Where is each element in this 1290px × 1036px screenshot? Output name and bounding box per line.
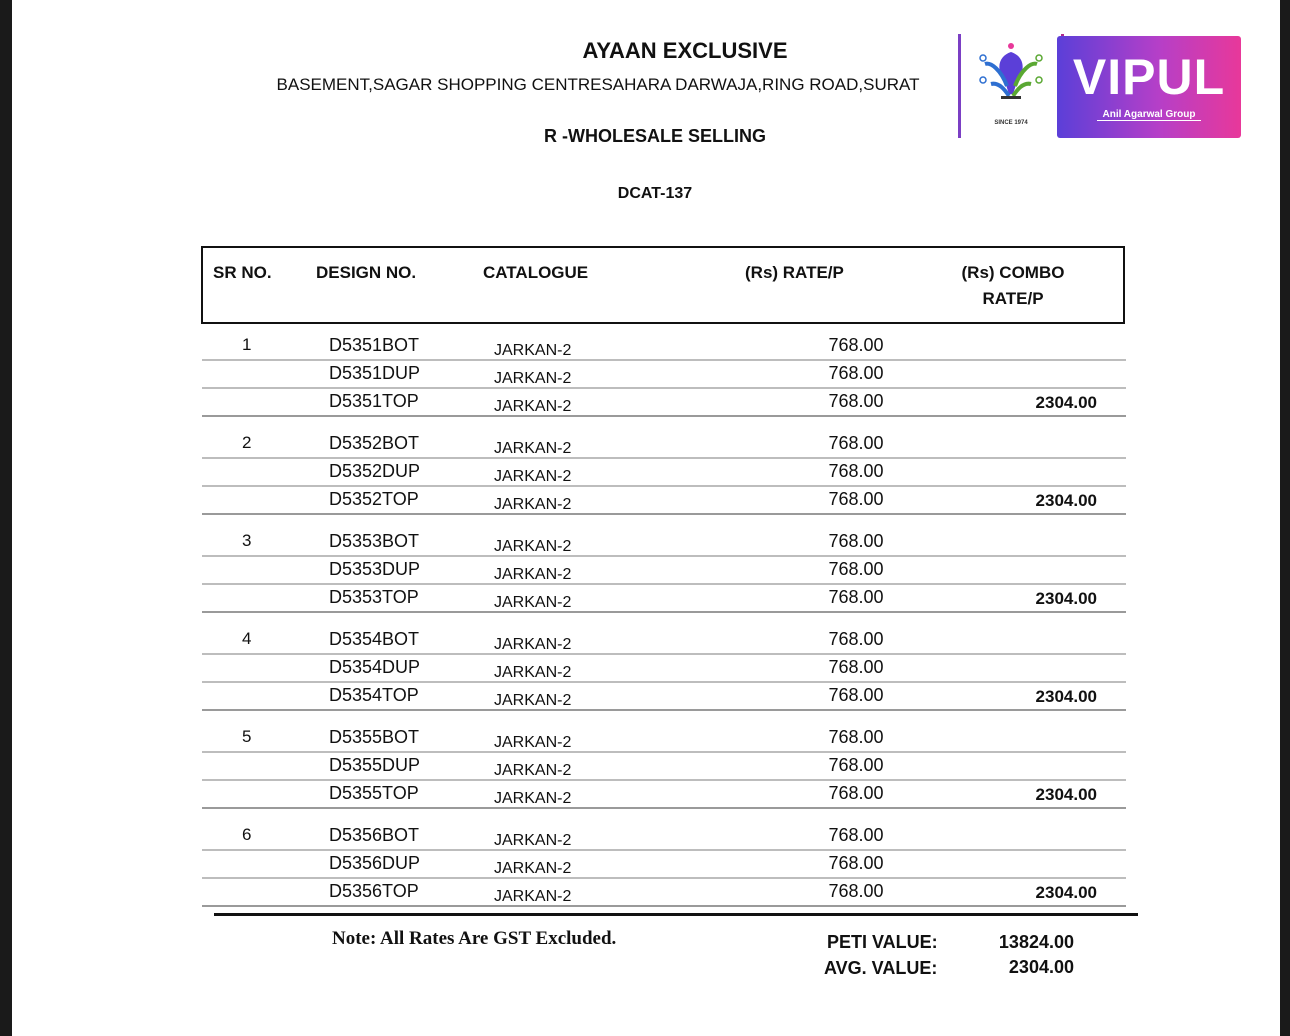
header-sr-no: SR NO. xyxy=(213,263,272,282)
row-divider xyxy=(202,807,1126,809)
catalogue-name: JARKAN-2 xyxy=(494,594,572,611)
catalogue-name: JARKAN-2 xyxy=(494,860,572,877)
gst-note: Note: All Rates Are GST Excluded. xyxy=(332,928,617,949)
table-row xyxy=(202,389,1126,417)
group-spacer xyxy=(202,515,1126,529)
row-divider xyxy=(202,905,1126,907)
design-number: D5352BOT xyxy=(329,433,420,453)
catalogue-name: JARKAN-2 xyxy=(494,468,572,485)
design-number: D5356DUP xyxy=(329,853,421,873)
rate-value: 768.00 xyxy=(828,881,884,901)
row-divider xyxy=(202,611,1126,613)
sr-number: 5 xyxy=(242,727,252,746)
catalogue-name: JARKAN-2 xyxy=(494,692,572,709)
rate-value: 768.00 xyxy=(828,489,884,509)
catalogue-name: JARKAN-2 xyxy=(494,440,572,457)
sr-number: 1 xyxy=(242,335,252,354)
table-header xyxy=(201,246,1125,324)
sr-number: 3 xyxy=(242,531,252,550)
combo-rate-value: 2304.00 xyxy=(1035,589,1097,608)
avg-value: 2304.00 xyxy=(1008,957,1074,977)
design-number: D5353DUP xyxy=(329,559,421,579)
table-row xyxy=(202,459,1126,487)
catalogue-name: JARKAN-2 xyxy=(494,790,572,807)
header-catalogue: CATALOGUE xyxy=(483,263,589,282)
design-number: D5355TOP xyxy=(329,783,419,803)
rate-value: 768.00 xyxy=(828,657,884,677)
since-label: SINCE 1974 xyxy=(994,120,1028,126)
rate-value: 768.00 xyxy=(828,783,884,803)
row-divider xyxy=(202,415,1126,417)
table-body xyxy=(202,333,1126,907)
combo-rate-value: 2304.00 xyxy=(1035,491,1097,510)
table-row xyxy=(202,557,1126,585)
peti-value: 13824.00 xyxy=(998,932,1074,952)
rate-value: 768.00 xyxy=(828,727,884,747)
design-number: D5352TOP xyxy=(329,489,419,509)
row-divider xyxy=(202,513,1126,515)
table-row xyxy=(202,725,1126,753)
header-rate: (Rs) RATE/P xyxy=(745,263,844,282)
combo-rate-value: 2304.00 xyxy=(1035,883,1097,902)
catalogue-name: JARKAN-2 xyxy=(494,636,572,653)
brand-logo xyxy=(1057,36,1241,138)
document-page xyxy=(12,0,1280,1036)
table-row xyxy=(202,431,1126,459)
group-spacer xyxy=(202,809,1126,823)
sr-number: 6 xyxy=(242,825,252,844)
company-address: BASEMENT,SAGAR SHOPPING CENTRESAHARA DARWAJA,RING ROAD,SURAT xyxy=(276,75,920,94)
rate-value: 768.00 xyxy=(828,559,884,579)
brand-tagline: Anil Agarwal Group xyxy=(1097,109,1202,121)
table-row xyxy=(202,655,1126,683)
design-number: D5354DUP xyxy=(329,657,421,677)
rate-value: 768.00 xyxy=(828,755,884,775)
rate-value: 768.00 xyxy=(828,461,884,481)
rate-value: 768.00 xyxy=(828,335,884,355)
design-number: D5351DUP xyxy=(329,363,421,383)
table-row xyxy=(202,879,1126,907)
catalogue-name: JARKAN-2 xyxy=(494,832,572,849)
combo-rate-value: 2304.00 xyxy=(1035,687,1097,706)
table-row xyxy=(202,529,1126,557)
sr-number: 2 xyxy=(242,433,252,452)
design-number: D5354TOP xyxy=(329,685,419,705)
row-divider xyxy=(202,709,1126,711)
rate-value: 768.00 xyxy=(828,825,884,845)
table-row xyxy=(202,781,1126,809)
design-number: D5353BOT xyxy=(329,531,420,551)
rate-value: 768.00 xyxy=(828,363,884,383)
rate-value: 768.00 xyxy=(828,531,884,551)
table-row xyxy=(202,585,1126,613)
catalogue-name: JARKAN-2 xyxy=(494,370,572,387)
design-number: D5356TOP xyxy=(329,881,419,901)
group-spacer xyxy=(202,711,1126,725)
rate-value: 768.00 xyxy=(828,391,884,411)
peti-value-label: PETI VALUE: xyxy=(827,932,938,952)
document-subtitle: R -WHOLESALE SELLING xyxy=(544,126,766,146)
header-design-no: DESIGN NO. xyxy=(316,263,417,282)
brand-emblem xyxy=(958,34,1064,138)
avg-value-label: AVG. VALUE: xyxy=(824,958,938,978)
design-number: D5355BOT xyxy=(329,727,420,747)
table-row xyxy=(202,753,1126,781)
group-spacer xyxy=(202,417,1126,431)
design-number: D5355DUP xyxy=(329,755,421,775)
table-row xyxy=(202,851,1126,879)
catalogue-name: JARKAN-2 xyxy=(494,496,572,513)
combo-rate-value: 2304.00 xyxy=(1035,785,1097,804)
rate-value: 768.00 xyxy=(828,433,884,453)
rate-value: 768.00 xyxy=(828,587,884,607)
table-row xyxy=(202,823,1126,851)
table-row xyxy=(202,487,1126,515)
brand-name: VIPUL xyxy=(1072,49,1226,105)
table-footer-divider xyxy=(214,913,1138,916)
catalogue-name: JARKAN-2 xyxy=(494,664,572,681)
design-number: D5351BOT xyxy=(329,335,420,355)
catalogue-code: DCAT-137 xyxy=(617,185,693,202)
catalogue-name: JARKAN-2 xyxy=(494,538,572,555)
table-row xyxy=(202,361,1126,389)
design-number: D5352DUP xyxy=(329,461,421,481)
group-spacer xyxy=(202,613,1126,627)
table-row xyxy=(202,627,1126,655)
tree-logo-icon xyxy=(961,34,1061,114)
catalogue-name: JARKAN-2 xyxy=(494,762,572,779)
combo-rate-value: 2304.00 xyxy=(1035,393,1097,412)
table-row xyxy=(202,333,1126,361)
company-name: AYAAN EXCLUSIVE xyxy=(582,38,788,63)
rate-value: 768.00 xyxy=(828,685,884,705)
catalogue-name: JARKAN-2 xyxy=(494,398,572,415)
sr-number: 4 xyxy=(242,629,252,648)
catalogue-name: JARKAN-2 xyxy=(494,734,572,751)
rate-value: 768.00 xyxy=(828,853,884,873)
rate-value: 768.00 xyxy=(828,629,884,649)
design-number: D5356BOT xyxy=(329,825,420,845)
catalogue-name: JARKAN-2 xyxy=(494,888,572,905)
catalogue-name: JARKAN-2 xyxy=(494,566,572,583)
design-number: D5353TOP xyxy=(329,587,419,607)
table-row xyxy=(202,683,1126,711)
catalogue-name: JARKAN-2 xyxy=(494,342,572,359)
design-number: D5351TOP xyxy=(329,391,419,411)
design-number: D5354BOT xyxy=(329,629,420,649)
header-combo-rate: (Rs) COMBO RATE/P xyxy=(961,263,1065,308)
